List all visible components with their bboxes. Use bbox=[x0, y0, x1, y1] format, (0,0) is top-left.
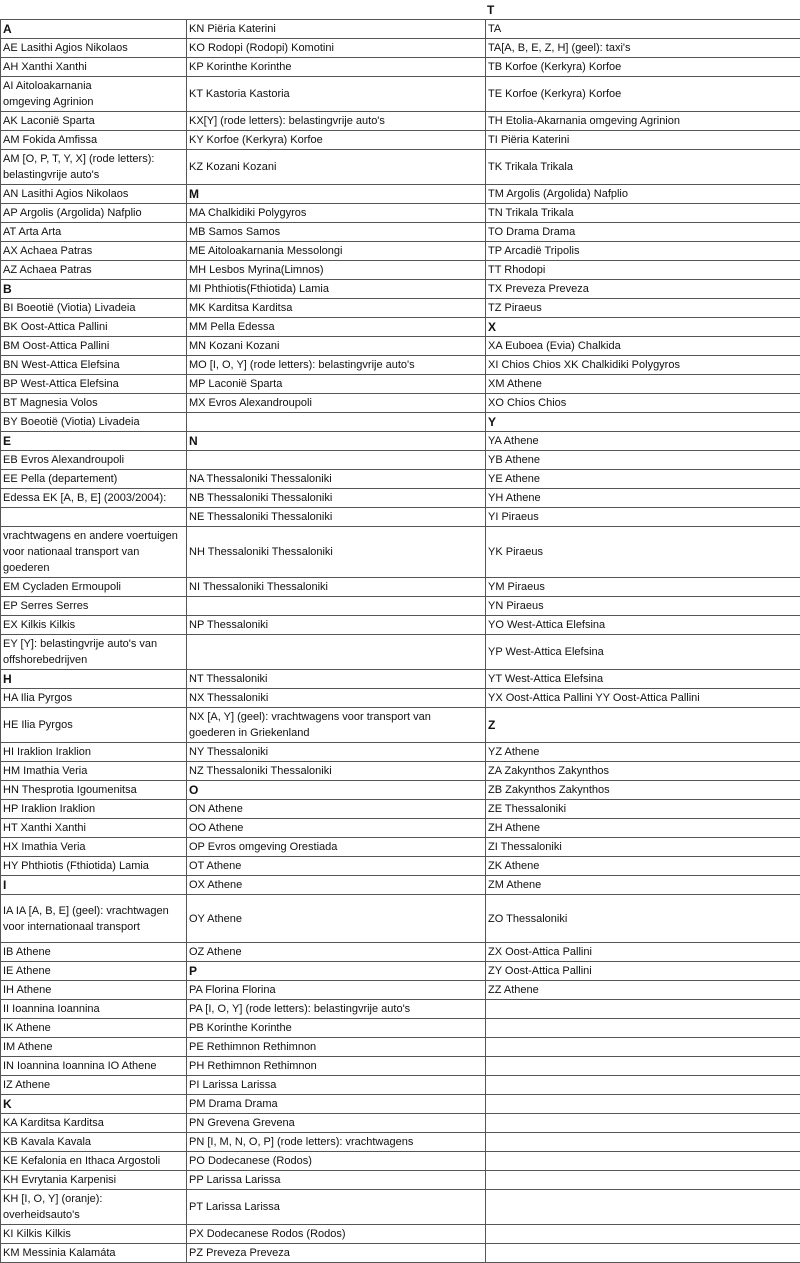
code-cell bbox=[486, 1152, 800, 1171]
code-cell: TB Korfoe (Kerkyra) Korfoe bbox=[486, 58, 800, 77]
code-cell: MO [I, O, Y] (rode letters): belastingvrije auto's bbox=[187, 356, 486, 375]
code-cell: IB Athene bbox=[1, 943, 187, 962]
code-cell: OT Athene bbox=[187, 857, 486, 876]
code-cell: KN Piëria Katerini bbox=[187, 20, 486, 39]
code-cell: IZ Athene bbox=[1, 1076, 187, 1095]
code-cell: NY Thessaloniki bbox=[187, 743, 486, 762]
code-cell: HI Iraklion Iraklion bbox=[1, 743, 187, 762]
code-cell: ZM Athene bbox=[486, 876, 800, 895]
column-header-row bbox=[0, 0, 800, 19]
code-cell: MM Pella Edessa bbox=[187, 318, 486, 337]
table-row bbox=[1, 857, 800, 876]
table-row bbox=[1, 432, 800, 451]
table-row bbox=[1, 876, 800, 895]
code-cell: KI Kilkis Kilkis bbox=[1, 1225, 187, 1244]
code-cell: MN Kozani Kozani bbox=[187, 337, 486, 356]
section-letter-cell: I bbox=[1, 876, 187, 895]
code-cell: PH Rethimnon Rethimnon bbox=[187, 1057, 486, 1076]
table-row bbox=[1, 762, 800, 781]
code-cell bbox=[1, 508, 187, 527]
table-row bbox=[1, 39, 800, 58]
code-cell: NX Thessaloniki bbox=[187, 689, 486, 708]
code-cell: ZI Thessaloniki bbox=[486, 838, 800, 857]
table-row bbox=[1, 77, 800, 112]
code-cell: HX Imathia Veria bbox=[1, 838, 187, 857]
code-cell: TP Arcadië Tripolis bbox=[486, 242, 800, 261]
code-cell: TH Etolia-Akarnania omgeving Agrinion bbox=[486, 112, 800, 131]
table-row bbox=[1, 58, 800, 77]
code-cell: NT Thessaloniki bbox=[187, 670, 486, 689]
license-plate-code-table bbox=[0, 19, 800, 1263]
code-cell: AM Fokida Amfissa bbox=[1, 131, 187, 150]
code-cell bbox=[486, 1019, 800, 1038]
code-cell: NE Thessaloniki Thessaloniki bbox=[187, 508, 486, 527]
section-letter-cell: A bbox=[1, 20, 187, 39]
table-row bbox=[1, 489, 800, 508]
section-letter-cell: X bbox=[486, 318, 800, 337]
table-row bbox=[1, 318, 800, 337]
code-cell: vrachtwagens en andere voertuigen voor nationaal transport van goederen bbox=[1, 527, 187, 578]
table-row bbox=[1, 743, 800, 762]
code-cell: KH Evrytania Karpenisi bbox=[1, 1171, 187, 1190]
code-cell: MH Lesbos Myrina(Limnos) bbox=[187, 261, 486, 280]
code-cell: HM Imathia Veria bbox=[1, 762, 187, 781]
code-cell: XM Athene bbox=[486, 375, 800, 394]
table-row bbox=[1, 394, 800, 413]
code-cell bbox=[486, 1000, 800, 1019]
table-row bbox=[1, 800, 800, 819]
code-cell: EX Kilkis Kilkis bbox=[1, 616, 187, 635]
code-cell: NB Thessaloniki Thessaloniki bbox=[187, 489, 486, 508]
code-cell: IH Athene bbox=[1, 981, 187, 1000]
code-cell: KT Kastoria Kastoria bbox=[187, 77, 486, 112]
code-cell: PX Dodecanese Rodos (Rodos) bbox=[187, 1225, 486, 1244]
table-row bbox=[1, 616, 800, 635]
code-cell: MX Evros Alexandroupoli bbox=[187, 394, 486, 413]
table-row bbox=[1, 1000, 800, 1019]
code-cell: BY Boeotië (Viotia) Livadeia bbox=[1, 413, 187, 432]
table-row bbox=[1, 223, 800, 242]
code-cell: YA Athene bbox=[486, 432, 800, 451]
code-cell: NX [A, Y] (geel): vrachtwagens voor transport van goederen in Griekenland bbox=[187, 708, 486, 743]
code-cell: AI Aitoloakarnania omgeving Agrinion bbox=[1, 77, 187, 112]
table-row bbox=[1, 242, 800, 261]
code-cell: XO Chios Chios bbox=[486, 394, 800, 413]
code-cell: EP Serres Serres bbox=[1, 597, 187, 616]
table-row bbox=[1, 895, 800, 943]
header-letter-t: T bbox=[487, 3, 494, 17]
table-row bbox=[1, 1133, 800, 1152]
code-cell: TO Drama Drama bbox=[486, 223, 800, 242]
code-cell: KB Kavala Kavala bbox=[1, 1133, 187, 1152]
table-row bbox=[1, 819, 800, 838]
code-cell: OX Athene bbox=[187, 876, 486, 895]
code-cell: PO Dodecanese (Rodos) bbox=[187, 1152, 486, 1171]
code-cell: EB Evros Alexandroupoli bbox=[1, 451, 187, 470]
section-letter-cell: Y bbox=[486, 413, 800, 432]
table-row bbox=[1, 597, 800, 616]
code-cell: BT Magnesia Volos bbox=[1, 394, 187, 413]
code-cell bbox=[486, 1076, 800, 1095]
code-cell: AP Argolis (Argolida) Nafplio bbox=[1, 204, 187, 223]
table-row bbox=[1, 1152, 800, 1171]
code-cell: TT Rhodopi bbox=[486, 261, 800, 280]
code-cell bbox=[187, 413, 486, 432]
code-cell: AE Lasithi Agios Nikolaos bbox=[1, 39, 187, 58]
code-cell: MP Laconië Sparta bbox=[187, 375, 486, 394]
code-cell: ZB Zakynthos Zakynthos bbox=[486, 781, 800, 800]
table-row bbox=[1, 508, 800, 527]
code-cell: PZ Preveza Preveza bbox=[187, 1244, 486, 1263]
code-cell: BK Oost-Attica Pallini bbox=[1, 318, 187, 337]
section-letter-cell: E bbox=[1, 432, 187, 451]
code-cell: KY Korfoe (Kerkyra) Korfoe bbox=[187, 131, 486, 150]
table-row bbox=[1, 1190, 800, 1225]
code-cell: IN Ioannina Ioannina IO Athene bbox=[1, 1057, 187, 1076]
code-cell: MB Samos Samos bbox=[187, 223, 486, 242]
table-row bbox=[1, 1171, 800, 1190]
code-cell: NZ Thessaloniki Thessaloniki bbox=[187, 762, 486, 781]
code-cell: YP West-Attica Elefsina bbox=[486, 635, 800, 670]
code-cell: YO West-Attica Elefsina bbox=[486, 616, 800, 635]
code-cell: YB Athene bbox=[486, 451, 800, 470]
code-cell: AN Lasithi Agios Nikolaos bbox=[1, 185, 187, 204]
code-cell: YM Piraeus bbox=[486, 578, 800, 597]
table-row bbox=[1, 1057, 800, 1076]
table-row bbox=[1, 838, 800, 857]
code-cell: NP Thessaloniki bbox=[187, 616, 486, 635]
code-cell: OO Athene bbox=[187, 819, 486, 838]
code-cell: ZH Athene bbox=[486, 819, 800, 838]
section-letter-cell: H bbox=[1, 670, 187, 689]
table-row bbox=[1, 981, 800, 1000]
code-cell: AM [O, P, T, Y, X] (rode letters): belastingvrije auto's bbox=[1, 150, 187, 185]
code-cell: HN Thesprotia Igoumenitsa bbox=[1, 781, 187, 800]
table-row bbox=[1, 708, 800, 743]
table-row bbox=[1, 112, 800, 131]
code-cell: ZA Zakynthos Zakynthos bbox=[486, 762, 800, 781]
code-cell: Edessa EK [A, B, E] (2003/2004): bbox=[1, 489, 187, 508]
code-cell: EY [Y]: belastingvrije auto's van offshorebedrijven bbox=[1, 635, 187, 670]
code-cell: AZ Achaea Patras bbox=[1, 261, 187, 280]
code-cell: OZ Athene bbox=[187, 943, 486, 962]
code-cell: TX Preveza Preveza bbox=[486, 280, 800, 299]
code-cell bbox=[486, 1225, 800, 1244]
code-cell: YN Piraeus bbox=[486, 597, 800, 616]
code-cell: HE Ilia Pyrgos bbox=[1, 708, 187, 743]
code-cell: PM Drama Drama bbox=[187, 1095, 486, 1114]
code-cell: EM Cycladen Ermoupoli bbox=[1, 578, 187, 597]
code-cell: BM Oost-Attica Pallini bbox=[1, 337, 187, 356]
code-cell bbox=[486, 1095, 800, 1114]
code-cell: OP Evros omgeving Orestiada bbox=[187, 838, 486, 857]
code-cell: BN West-Attica Elefsina bbox=[1, 356, 187, 375]
code-cell: TA bbox=[486, 20, 800, 39]
section-letter-cell: P bbox=[187, 962, 486, 981]
code-cell: KE Kefalonia en Ithaca Argostoli bbox=[1, 1152, 187, 1171]
code-cell bbox=[187, 635, 486, 670]
code-cell: YE Athene bbox=[486, 470, 800, 489]
code-cell: ZX Oost-Attica Pallini bbox=[486, 943, 800, 962]
table-row bbox=[1, 1038, 800, 1057]
code-cell bbox=[486, 1057, 800, 1076]
code-cell: NA Thessaloniki Thessaloniki bbox=[187, 470, 486, 489]
code-cell: TZ Piraeus bbox=[486, 299, 800, 318]
code-cell: ME Aitoloakarnania Messolongi bbox=[187, 242, 486, 261]
section-letter-cell: O bbox=[187, 781, 486, 800]
table-row bbox=[1, 670, 800, 689]
code-cell: TI Piëria Katerini bbox=[486, 131, 800, 150]
table-row bbox=[1, 943, 800, 962]
code-cell bbox=[486, 1038, 800, 1057]
code-cell: EE Pella (departement) bbox=[1, 470, 187, 489]
code-cell: NH Thessaloniki Thessaloniki bbox=[187, 527, 486, 578]
code-cell bbox=[486, 1114, 800, 1133]
table-row bbox=[1, 356, 800, 375]
table-row bbox=[1, 150, 800, 185]
code-cell: AX Achaea Patras bbox=[1, 242, 187, 261]
code-cell: ZZ Athene bbox=[486, 981, 800, 1000]
code-cell: YX Oost-Attica Pallini YY Oost-Attica Pallini bbox=[486, 689, 800, 708]
table-row bbox=[1, 578, 800, 597]
code-cell: KZ Kozani Kozani bbox=[187, 150, 486, 185]
code-cell: XI Chios Chios XK Chalkidiki Polygyros bbox=[486, 356, 800, 375]
code-cell bbox=[486, 1133, 800, 1152]
code-cell: YZ Athene bbox=[486, 743, 800, 762]
code-cell: PN [I, M, N, O, P] (rode letters): vrachtwagens bbox=[187, 1133, 486, 1152]
code-cell: PA Florina Florina bbox=[187, 981, 486, 1000]
code-cell: ZY Oost-Attica Pallini bbox=[486, 962, 800, 981]
table-row bbox=[1, 261, 800, 280]
code-cell: AT Arta Arta bbox=[1, 223, 187, 242]
code-cell: YT West-Attica Elefsina bbox=[486, 670, 800, 689]
section-letter-cell: N bbox=[187, 432, 486, 451]
code-cell: IK Athene bbox=[1, 1019, 187, 1038]
code-cell: HT Xanthi Xanthi bbox=[1, 819, 187, 838]
code-cell: TA[A, B, E, Z, H] (geel): taxi's bbox=[486, 39, 800, 58]
code-cell: PN Grevena Grevena bbox=[187, 1114, 486, 1133]
table-row bbox=[1, 635, 800, 670]
code-cell: IA IA [A, B, E] (geel): vrachtwagen voor internationaal transport bbox=[1, 895, 187, 943]
code-cell: KO Rodopi (Rodopi) Komotini bbox=[187, 39, 486, 58]
code-cell: IM Athene bbox=[1, 1038, 187, 1057]
code-cell: YK Piraeus bbox=[486, 527, 800, 578]
code-cell: AH Xanthi Xanthi bbox=[1, 58, 187, 77]
code-cell: HA Ilia Pyrgos bbox=[1, 689, 187, 708]
code-cell: YI Piraeus bbox=[486, 508, 800, 527]
code-cell: NI Thessaloniki Thessaloniki bbox=[187, 578, 486, 597]
table-row bbox=[1, 131, 800, 150]
code-cell: AK Laconië Sparta bbox=[1, 112, 187, 131]
section-letter-cell: M bbox=[187, 185, 486, 204]
table-row bbox=[1, 781, 800, 800]
table-row bbox=[1, 185, 800, 204]
table-row bbox=[1, 413, 800, 432]
code-cell: OY Athene bbox=[187, 895, 486, 943]
code-cell: XA Euboea (Evia) Chalkida bbox=[486, 337, 800, 356]
code-cell: TE Korfoe (Kerkyra) Korfoe bbox=[486, 77, 800, 112]
code-cell: II Ioannina Ioannina bbox=[1, 1000, 187, 1019]
code-cell: ON Athene bbox=[187, 800, 486, 819]
code-cell: ZE Thessaloniki bbox=[486, 800, 800, 819]
code-cell: PB Korinthe Korinthe bbox=[187, 1019, 486, 1038]
code-cell bbox=[486, 1244, 800, 1263]
code-cell: KX[Y] (rode letters): belastingvrije auto's bbox=[187, 112, 486, 131]
code-cell: KM Messinia Kalamáta bbox=[1, 1244, 187, 1263]
code-cell: BI Boeotië (Viotia) Livadeia bbox=[1, 299, 187, 318]
code-cell: TK Trikala Trikala bbox=[486, 150, 800, 185]
section-letter-cell: B bbox=[1, 280, 187, 299]
table-row bbox=[1, 375, 800, 394]
code-cell bbox=[486, 1171, 800, 1190]
code-cell: MK Karditsa Karditsa bbox=[187, 299, 486, 318]
table-row bbox=[1, 204, 800, 223]
code-cell: PA [I, O, Y] (rode letters): belastingvrije auto's bbox=[187, 1000, 486, 1019]
code-cell bbox=[187, 451, 486, 470]
code-cell: HP Iraklion Iraklion bbox=[1, 800, 187, 819]
code-cell: KA Karditsa Karditsa bbox=[1, 1114, 187, 1133]
code-cell: ZK Athene bbox=[486, 857, 800, 876]
table-row bbox=[1, 689, 800, 708]
code-cell: YH Athene bbox=[486, 489, 800, 508]
code-cell: BP West-Attica Elefsina bbox=[1, 375, 187, 394]
table-row bbox=[1, 1095, 800, 1114]
code-cell bbox=[187, 597, 486, 616]
table-row bbox=[1, 1225, 800, 1244]
table-row bbox=[1, 20, 800, 39]
code-cell: MI Phthiotis(Fthiotida) Lamia bbox=[187, 280, 486, 299]
table-row bbox=[1, 337, 800, 356]
table-row bbox=[1, 1019, 800, 1038]
section-letter-cell: Z bbox=[486, 708, 800, 743]
code-cell: PE Rethimnon Rethimnon bbox=[187, 1038, 486, 1057]
section-letter-cell: K bbox=[1, 1095, 187, 1114]
table-row bbox=[1, 470, 800, 489]
code-cell: TM Argolis (Argolida) Nafplio bbox=[486, 185, 800, 204]
code-cell: IE Athene bbox=[1, 962, 187, 981]
code-cell: TN Trikala Trikala bbox=[486, 204, 800, 223]
code-cell: PP Larissa Larissa bbox=[187, 1171, 486, 1190]
table-row bbox=[1, 451, 800, 470]
code-cell bbox=[486, 1190, 800, 1225]
table-row bbox=[1, 1076, 800, 1095]
code-cell: KP Korinthe Korinthe bbox=[187, 58, 486, 77]
code-cell: ZO Thessaloniki bbox=[486, 895, 800, 943]
code-cell: MA Chalkidiki Polygyros bbox=[187, 204, 486, 223]
table-row bbox=[1, 1244, 800, 1263]
code-cell: PT Larissa Larissa bbox=[187, 1190, 486, 1225]
code-cell: KH [I, O, Y] (oranje): overheidsauto's bbox=[1, 1190, 187, 1225]
table-row bbox=[1, 1114, 800, 1133]
code-cell: PI Larissa Larissa bbox=[187, 1076, 486, 1095]
table-row bbox=[1, 962, 800, 981]
table-row bbox=[1, 299, 800, 318]
code-cell: HY Phthiotis (Fthiotida) Lamia bbox=[1, 857, 187, 876]
table-row bbox=[1, 280, 800, 299]
table-row bbox=[1, 527, 800, 578]
